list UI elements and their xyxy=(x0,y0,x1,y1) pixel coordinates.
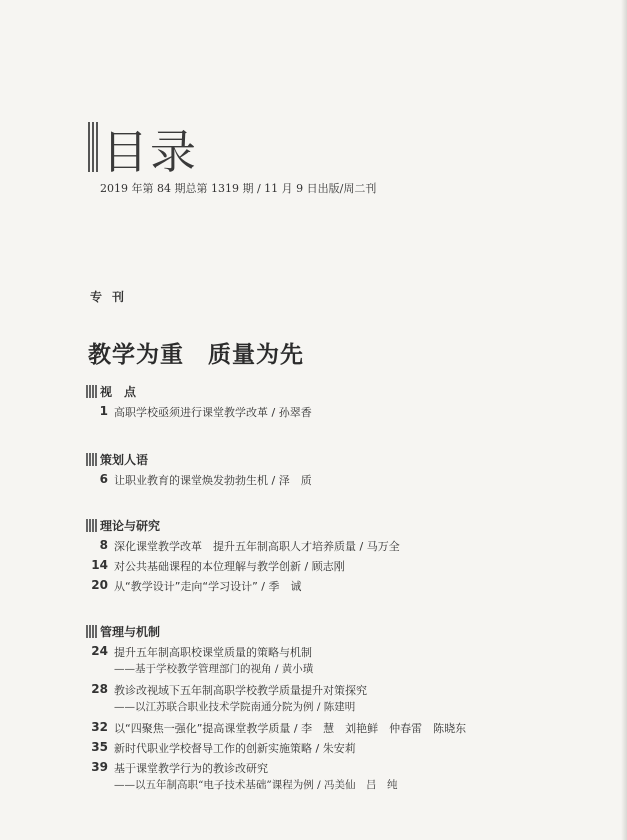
entry-title: 教诊改视域下五年制高职学校教学质量提升对策探究 xyxy=(114,684,367,697)
section-bars-decoration xyxy=(86,453,97,466)
entry-title: 以“四聚焦一强化”提高课堂教学质量 / 李 慧 刘艳鲜 仲春雷 陈晓东 xyxy=(114,722,467,735)
entry-page-number: 8 xyxy=(99,538,108,552)
headline: 教学为重 质量为先 xyxy=(88,342,304,368)
entry-subtitle: ——基于学校教学管理部门的视角 / 黄小璜 xyxy=(114,663,314,675)
entry-page-number: 14 xyxy=(91,558,108,572)
entry-title: 从“教学设计”走向“学习设计” / 季 诚 xyxy=(114,580,302,593)
section-bars-decoration xyxy=(86,519,97,532)
section-title: 策划人语 xyxy=(100,453,149,467)
entry-title: 新时代职业学校督导工作的创新实施策略 / 朱安莉 xyxy=(114,742,356,755)
entry-page-number: 32 xyxy=(91,720,108,734)
entry-title: 让职业教育的课堂焕发勃勃生机 / 泽 质 xyxy=(114,474,312,487)
scan-edge xyxy=(621,0,627,840)
entry-title: 对公共基础课程的本位理解与教学创新 / 顾志刚 xyxy=(114,560,345,573)
section-bars-decoration xyxy=(86,625,97,638)
entry-page-number: 39 xyxy=(91,760,108,774)
entry-page-number: 20 xyxy=(91,578,108,592)
special-label: 专刊 xyxy=(90,290,135,304)
entry-page-number: 28 xyxy=(91,682,108,696)
entry-title: 基于课堂教学行为的教诊改研究 xyxy=(114,762,268,775)
entry-page-number: 6 xyxy=(99,472,108,486)
entry-title: 提升五年制高职校课堂质量的策略与机制 xyxy=(114,646,312,659)
section-title: 理论与研究 xyxy=(100,519,161,533)
entry-title: 深化课堂教学改革 提升五年制高职人才培养质量 / 马万全 xyxy=(114,540,400,553)
entry-subtitle: ——以五年制高职“电子技术基础”课程为例 / 冯美仙 吕 纯 xyxy=(114,779,398,791)
entry-page-number: 1 xyxy=(99,404,108,418)
issue-line: 2019 年第 84 期总第 1319 期 / 11 月 9 日出版/周二刊 xyxy=(100,182,377,195)
page-title: 目录 xyxy=(102,125,198,179)
title-bars-decoration xyxy=(88,122,98,172)
entry-page-number: 35 xyxy=(91,740,108,754)
section-bars-decoration xyxy=(86,385,97,398)
section-title: 视 点 xyxy=(100,385,137,399)
entry-subtitle: ——以江苏联合职业技术学院南通分院为例 / 陈建明 xyxy=(114,701,356,713)
section-title: 管理与机制 xyxy=(100,625,161,639)
entry-page-number: 24 xyxy=(91,644,108,658)
entry-title: 高职学校亟须进行课堂教学改革 / 孙翠香 xyxy=(114,406,312,419)
